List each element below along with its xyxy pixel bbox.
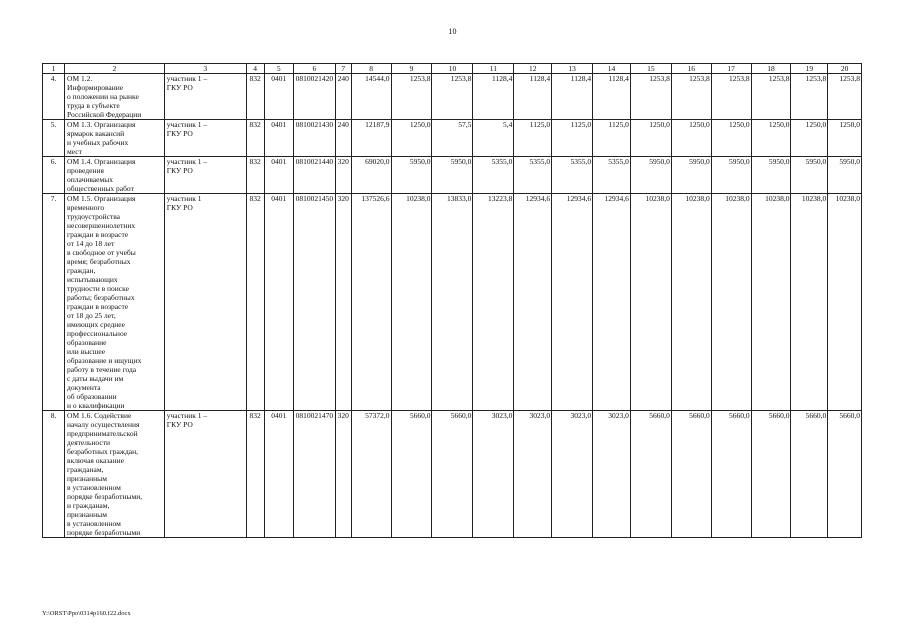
- year-value: 5660,0: [711, 411, 751, 538]
- table-row: [43, 194, 862, 411]
- expense-type-code: 320: [335, 411, 351, 538]
- executor: [164, 74, 246, 120]
- executor: [164, 411, 246, 538]
- column-header: 7: [335, 64, 351, 74]
- measure-name-line: в свободное от учебы: [67, 248, 136, 257]
- column-header: 1: [43, 64, 65, 74]
- year-value: 13833,0: [432, 194, 473, 411]
- measure-name-line: документа: [67, 383, 101, 392]
- year-value: 1125,0: [514, 120, 552, 157]
- column-header: 4: [246, 64, 264, 74]
- measure-name-line: граждан в возрасте: [67, 230, 129, 239]
- year-value: 5950,0: [791, 157, 828, 194]
- measure-name-line: или высшее: [67, 347, 106, 356]
- measure-name-line: порядке безработными,: [67, 492, 143, 501]
- column-header: 5: [264, 64, 293, 74]
- total-value: 12187,9: [351, 120, 391, 157]
- column-header: 16: [671, 64, 711, 74]
- section-code: 0401: [264, 411, 293, 538]
- measure-name-line: мест: [67, 147, 82, 156]
- measure-name-line: от 14 до 18 лет: [67, 239, 115, 248]
- table-row: [43, 157, 862, 194]
- row-number: 5.: [43, 120, 65, 157]
- year-value: 5660,0: [391, 411, 432, 538]
- executor: [164, 194, 246, 411]
- column-header: 3: [164, 64, 246, 74]
- measure-name: [65, 194, 165, 411]
- measure-name-line: предпринимательской: [67, 429, 138, 438]
- measure-name-line: граждан,: [67, 266, 96, 275]
- row-number: 6.: [43, 157, 65, 194]
- measure-name-line: включая оказание: [67, 456, 124, 465]
- year-value: 1128,4: [473, 74, 514, 120]
- executor-line: ГКУ РО: [166, 83, 193, 92]
- measure-name-line: ярмарок вакансий: [67, 129, 125, 138]
- measure-name-line: в установленном: [67, 519, 121, 528]
- year-value: 10238,0: [391, 194, 432, 411]
- year-value: 5355,0: [473, 157, 514, 194]
- year-value: 5660,0: [630, 411, 671, 538]
- measure-name-line: и учебных рабочих: [67, 138, 129, 147]
- measure-name-line: имеющих среднее: [67, 320, 125, 329]
- measure-name-line: и о квалификации: [67, 401, 125, 410]
- measure-name-line: временного: [67, 203, 105, 212]
- year-value: 5950,0: [671, 157, 711, 194]
- year-value: 1253,8: [630, 74, 671, 120]
- measure-name-line: и гражданам,: [67, 501, 110, 510]
- measure-name-line: оплачиваемых: [67, 175, 114, 184]
- measure-name-line: признанным: [67, 474, 107, 483]
- grbs-code: 832: [246, 157, 264, 194]
- measure-name-line: образование: [67, 338, 107, 347]
- measure-name: [65, 120, 165, 157]
- year-value: 1250,0: [671, 120, 711, 157]
- column-header: 2: [65, 64, 165, 74]
- measure-name-line: ОМ 1.3. Организация: [67, 120, 136, 129]
- year-value: 5660,0: [828, 411, 862, 538]
- measure-name-line: работу в течение года: [67, 365, 137, 374]
- year-value: 5,4: [473, 120, 514, 157]
- grbs-code: 832: [246, 411, 264, 538]
- table-row: [43, 120, 862, 157]
- year-value: 10238,0: [711, 194, 751, 411]
- year-value: 5355,0: [514, 157, 552, 194]
- expense-type-code: 240: [335, 74, 351, 120]
- expense-type-code: 320: [335, 157, 351, 194]
- measure-name-line: гражданам,: [67, 465, 104, 474]
- measure-name-line: образование и ищущих: [67, 356, 142, 365]
- measure-name-line: ОМ 1.5. Организация: [67, 194, 136, 203]
- measure-name-line: труда в субъекте: [67, 101, 120, 110]
- year-value: 1253,8: [432, 74, 473, 120]
- year-value: 5660,0: [671, 411, 711, 538]
- year-value: 1253,8: [751, 74, 791, 120]
- column-header: 8: [351, 64, 391, 74]
- year-value: 10238,0: [630, 194, 671, 411]
- expense-type-code: 240: [335, 120, 351, 157]
- year-value: 1250,0: [751, 120, 791, 157]
- year-value: 3023,0: [593, 411, 631, 538]
- measure-name: [65, 411, 165, 538]
- year-value: 1253,8: [828, 74, 862, 120]
- measure-name-line: в установленном: [67, 483, 121, 492]
- year-value: 10238,0: [751, 194, 791, 411]
- measure-name-line: граждан в возрасте: [67, 302, 129, 311]
- total-value: 137526,6: [351, 194, 391, 411]
- column-header: 6: [293, 64, 335, 74]
- year-value: 1128,4: [514, 74, 552, 120]
- measure-name-line: о положении на рынке: [67, 92, 139, 101]
- measure-name-line: время; безработных: [67, 257, 131, 266]
- year-value: 12934,6: [593, 194, 631, 411]
- year-value: 1253,8: [671, 74, 711, 120]
- year-value: 5950,0: [751, 157, 791, 194]
- target-article-code: 0810021440: [293, 157, 335, 194]
- year-value: 3023,0: [552, 411, 593, 538]
- column-header: 18: [751, 64, 791, 74]
- table-row: [43, 411, 862, 538]
- year-value: 13223,8: [473, 194, 514, 411]
- year-value: 5950,0: [711, 157, 751, 194]
- measure-name: [65, 157, 165, 194]
- measure-name-line: Информирование: [67, 83, 124, 92]
- year-value: 1253,8: [391, 74, 432, 120]
- measure-name-line: проведения: [67, 166, 104, 175]
- year-value: 5950,0: [432, 157, 473, 194]
- column-header: 15: [630, 64, 671, 74]
- column-header: 17: [711, 64, 751, 74]
- budget-table: [42, 63, 862, 538]
- measure-name-line: несовершеннолетних: [67, 221, 136, 230]
- executor-line: ГКУ РО: [166, 420, 193, 429]
- year-value: 10238,0: [791, 194, 828, 411]
- executor-line: ГКУ РО: [166, 129, 193, 138]
- header-row: [43, 64, 862, 74]
- column-header: 11: [473, 64, 514, 74]
- total-value: 14544,0: [351, 74, 391, 120]
- column-header: 13: [552, 64, 593, 74]
- year-value: 5355,0: [593, 157, 631, 194]
- year-value: 1253,8: [711, 74, 751, 120]
- section-code: 0401: [264, 120, 293, 157]
- target-article-code: 0810021450: [293, 194, 335, 411]
- executor-line: участник 1 –: [166, 74, 208, 83]
- year-value: 57,5: [432, 120, 473, 157]
- executor-line: ГКУ РО: [166, 203, 193, 212]
- year-value: 5950,0: [630, 157, 671, 194]
- executor: [164, 157, 246, 194]
- executor: [164, 120, 246, 157]
- row-number: 7.: [43, 194, 65, 411]
- measure-name-line: работы; безработных: [67, 293, 135, 302]
- year-value: 1128,4: [593, 74, 631, 120]
- grbs-code: 832: [246, 194, 264, 411]
- target-article-code: 0810021430: [293, 120, 335, 157]
- year-value: 1250,0: [791, 120, 828, 157]
- footer-file-path: Y:\ORST\Ppo\0314p160.f22.docx: [42, 610, 131, 617]
- page-number: 10: [448, 27, 457, 36]
- target-article-code: 0810021470: [293, 411, 335, 538]
- column-header: 12: [514, 64, 552, 74]
- measure-name-line: порядке безработными: [67, 528, 141, 537]
- year-value: 5660,0: [432, 411, 473, 538]
- year-value: 5355,0: [552, 157, 593, 194]
- year-value: 12934,6: [514, 194, 552, 411]
- year-value: 1253,8: [791, 74, 828, 120]
- measure-name-line: общественных работ: [67, 184, 134, 193]
- expense-type-code: 320: [335, 194, 351, 411]
- executor-line: ГКУ РО: [166, 166, 193, 175]
- year-value: 1128,4: [552, 74, 593, 120]
- column-header: 14: [593, 64, 631, 74]
- column-header: 10: [432, 64, 473, 74]
- year-value: 3023,0: [473, 411, 514, 538]
- row-number: 8.: [43, 411, 65, 538]
- year-value: 1250,0: [828, 120, 862, 157]
- year-value: 5660,0: [791, 411, 828, 538]
- year-value: 1125,0: [552, 120, 593, 157]
- year-value: 12934,6: [552, 194, 593, 411]
- year-value: 1250,0: [630, 120, 671, 157]
- year-value: 5950,0: [828, 157, 862, 194]
- measure-name-line: об образовании: [67, 392, 117, 401]
- executor-line: участник 1 –: [166, 157, 208, 166]
- year-value: 5660,0: [751, 411, 791, 538]
- executor-line: участник 1: [166, 194, 202, 203]
- measure-name-line: признанным: [67, 510, 107, 519]
- column-header: 9: [391, 64, 432, 74]
- target-article-code: 0810021420: [293, 74, 335, 120]
- measure-name-line: с даты выдачи им: [67, 374, 124, 383]
- executor-line: участник 1 –: [166, 120, 208, 129]
- measure-name-line: Российской Федерации: [67, 110, 142, 119]
- year-value: 3023,0: [514, 411, 552, 538]
- section-code: 0401: [264, 157, 293, 194]
- total-value: 57372,0: [351, 411, 391, 538]
- year-value: 1250,0: [391, 120, 432, 157]
- year-value: 1250,0: [711, 120, 751, 157]
- measure-name-line: началу осуществления: [67, 420, 140, 429]
- year-value: 10238,0: [671, 194, 711, 411]
- table-row: [43, 74, 862, 120]
- table-body: [43, 74, 862, 538]
- section-code: 0401: [264, 194, 293, 411]
- measure-name-line: трудности в поиске: [67, 284, 129, 293]
- row-number: 4.: [43, 74, 65, 120]
- measure-name: [65, 74, 165, 120]
- column-header: 19: [791, 64, 828, 74]
- section-code: 0401: [264, 74, 293, 120]
- executor-line: участник 1 –: [166, 411, 208, 420]
- grbs-code: 832: [246, 120, 264, 157]
- measure-name-line: ОМ 1.4. Организация: [67, 157, 136, 166]
- measure-name-line: ОМ 1.6. Содействие: [67, 411, 132, 420]
- measure-name-line: деятельности: [67, 438, 110, 447]
- measure-name-line: безработных граждан,: [67, 447, 139, 456]
- column-header: 20: [828, 64, 862, 74]
- measure-name-line: от 18 до 25 лет,: [67, 311, 116, 320]
- total-value: 69020,0: [351, 157, 391, 194]
- grbs-code: 832: [246, 74, 264, 120]
- year-value: 1125,0: [593, 120, 631, 157]
- measure-name-line: профессиональное: [67, 329, 128, 338]
- measure-name-line: испытывающих: [67, 275, 118, 284]
- year-value: 5950,0: [391, 157, 432, 194]
- year-value: 10238,0: [828, 194, 862, 411]
- measure-name-line: трудоустройства: [67, 212, 120, 221]
- measure-name-line: ОМ 1.2.: [67, 74, 93, 83]
